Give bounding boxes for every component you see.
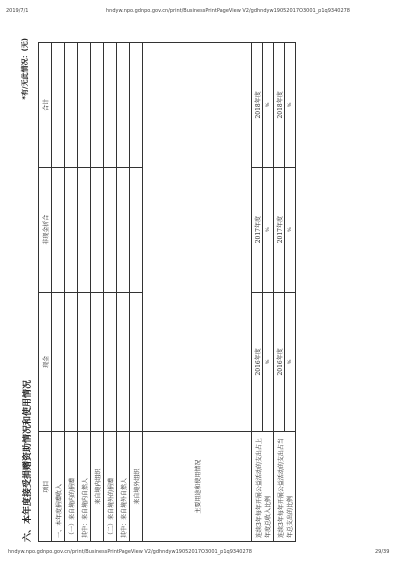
- header-cash: 现金: [39, 292, 52, 432]
- ratio1-label: 连续3年每年开展公益活动的支出占上年度总收入比例: [252, 432, 274, 542]
- table-row: [78, 43, 91, 542]
- ratio1-2018: %: [263, 43, 274, 168]
- table-row: [104, 43, 117, 542]
- footer-url: hndyw.npo.gdnpo.gov.cn/print/BusinessPrintPageView V2/gdhndyw19052017O3001_p1q9340278: [8, 549, 252, 555]
- row-label: 来自境外组织: [130, 432, 143, 542]
- year-2017: 2017年度: [252, 167, 263, 292]
- ratio2-2016: %: [285, 292, 296, 432]
- cell: [130, 292, 143, 432]
- donation-table: [38, 42, 296, 542]
- section-title: 六、本年度接受捐赠资助情况和使用情况: [23, 379, 33, 542]
- cell: [78, 167, 91, 292]
- usage-content: [143, 43, 252, 432]
- cell: [78, 43, 91, 168]
- table-row: [52, 43, 65, 542]
- year-2017: 2017年度: [274, 167, 285, 292]
- row-label: 一、本年度捐赠收入: [52, 432, 65, 542]
- table-row: [91, 43, 104, 542]
- page-number: 29/39: [375, 549, 390, 555]
- ratio2-2018: %: [285, 43, 296, 168]
- cell: [65, 292, 78, 432]
- rotated-page: [18, 34, 384, 546]
- cell: [104, 43, 117, 168]
- row-label: 其中：来自境外自然人: [117, 432, 130, 542]
- ratio2-year-row: [274, 43, 285, 542]
- ratio1-2017: %: [263, 167, 274, 292]
- header-noncash: 非现金折合: [39, 167, 52, 292]
- table-header-row: [39, 43, 52, 542]
- cell: [65, 167, 78, 292]
- table-row: [130, 43, 143, 542]
- cell: [91, 43, 104, 168]
- cell: [104, 167, 117, 292]
- ratio2-label: 连续3年每年开展公益活动的支出占当年总支出的比例: [274, 432, 296, 542]
- usage-label: 主要用途和使用情况: [143, 432, 252, 542]
- row-label: 来自境内组织: [91, 432, 104, 542]
- year-2018: 2018年度: [274, 43, 285, 168]
- ratio2-2017: %: [285, 167, 296, 292]
- cell: [117, 43, 130, 168]
- print-url: hndyw.npo.gdnpo.gov.cn/print/BusinessPrintPageView V2/gdhndyw19052017O3001_p1q9340278: [106, 8, 350, 14]
- section-note: *有/无此情况：(无): [21, 38, 29, 100]
- header-item: 项目: [39, 432, 52, 542]
- year-2018: 2018年度: [252, 43, 263, 168]
- cell: [91, 167, 104, 292]
- table-row: [117, 43, 130, 542]
- cell: [78, 292, 91, 432]
- row-label: （一）来自境内的捐赠: [65, 432, 78, 542]
- ratio1-year-row: [252, 43, 263, 542]
- cell: [52, 292, 65, 432]
- row-label: 其中：来自境内自然人: [78, 432, 91, 542]
- cell: [91, 292, 104, 432]
- cell: [117, 167, 130, 292]
- year-2016: 2016年度: [252, 292, 263, 432]
- cell: [52, 43, 65, 168]
- cell: [65, 43, 78, 168]
- print-date: 2019/7/1: [6, 8, 29, 14]
- year-2016: 2016年度: [274, 292, 285, 432]
- cell: [130, 43, 143, 168]
- cell: [52, 167, 65, 292]
- ratio1-2016: %: [263, 292, 274, 432]
- cell: [117, 292, 130, 432]
- cell: [104, 292, 117, 432]
- usage-row: [143, 43, 252, 542]
- table-row: [65, 43, 78, 542]
- cell: [130, 167, 143, 292]
- header-total: 合计: [39, 43, 52, 168]
- row-label: （二）来自境外的捐赠: [104, 432, 117, 542]
